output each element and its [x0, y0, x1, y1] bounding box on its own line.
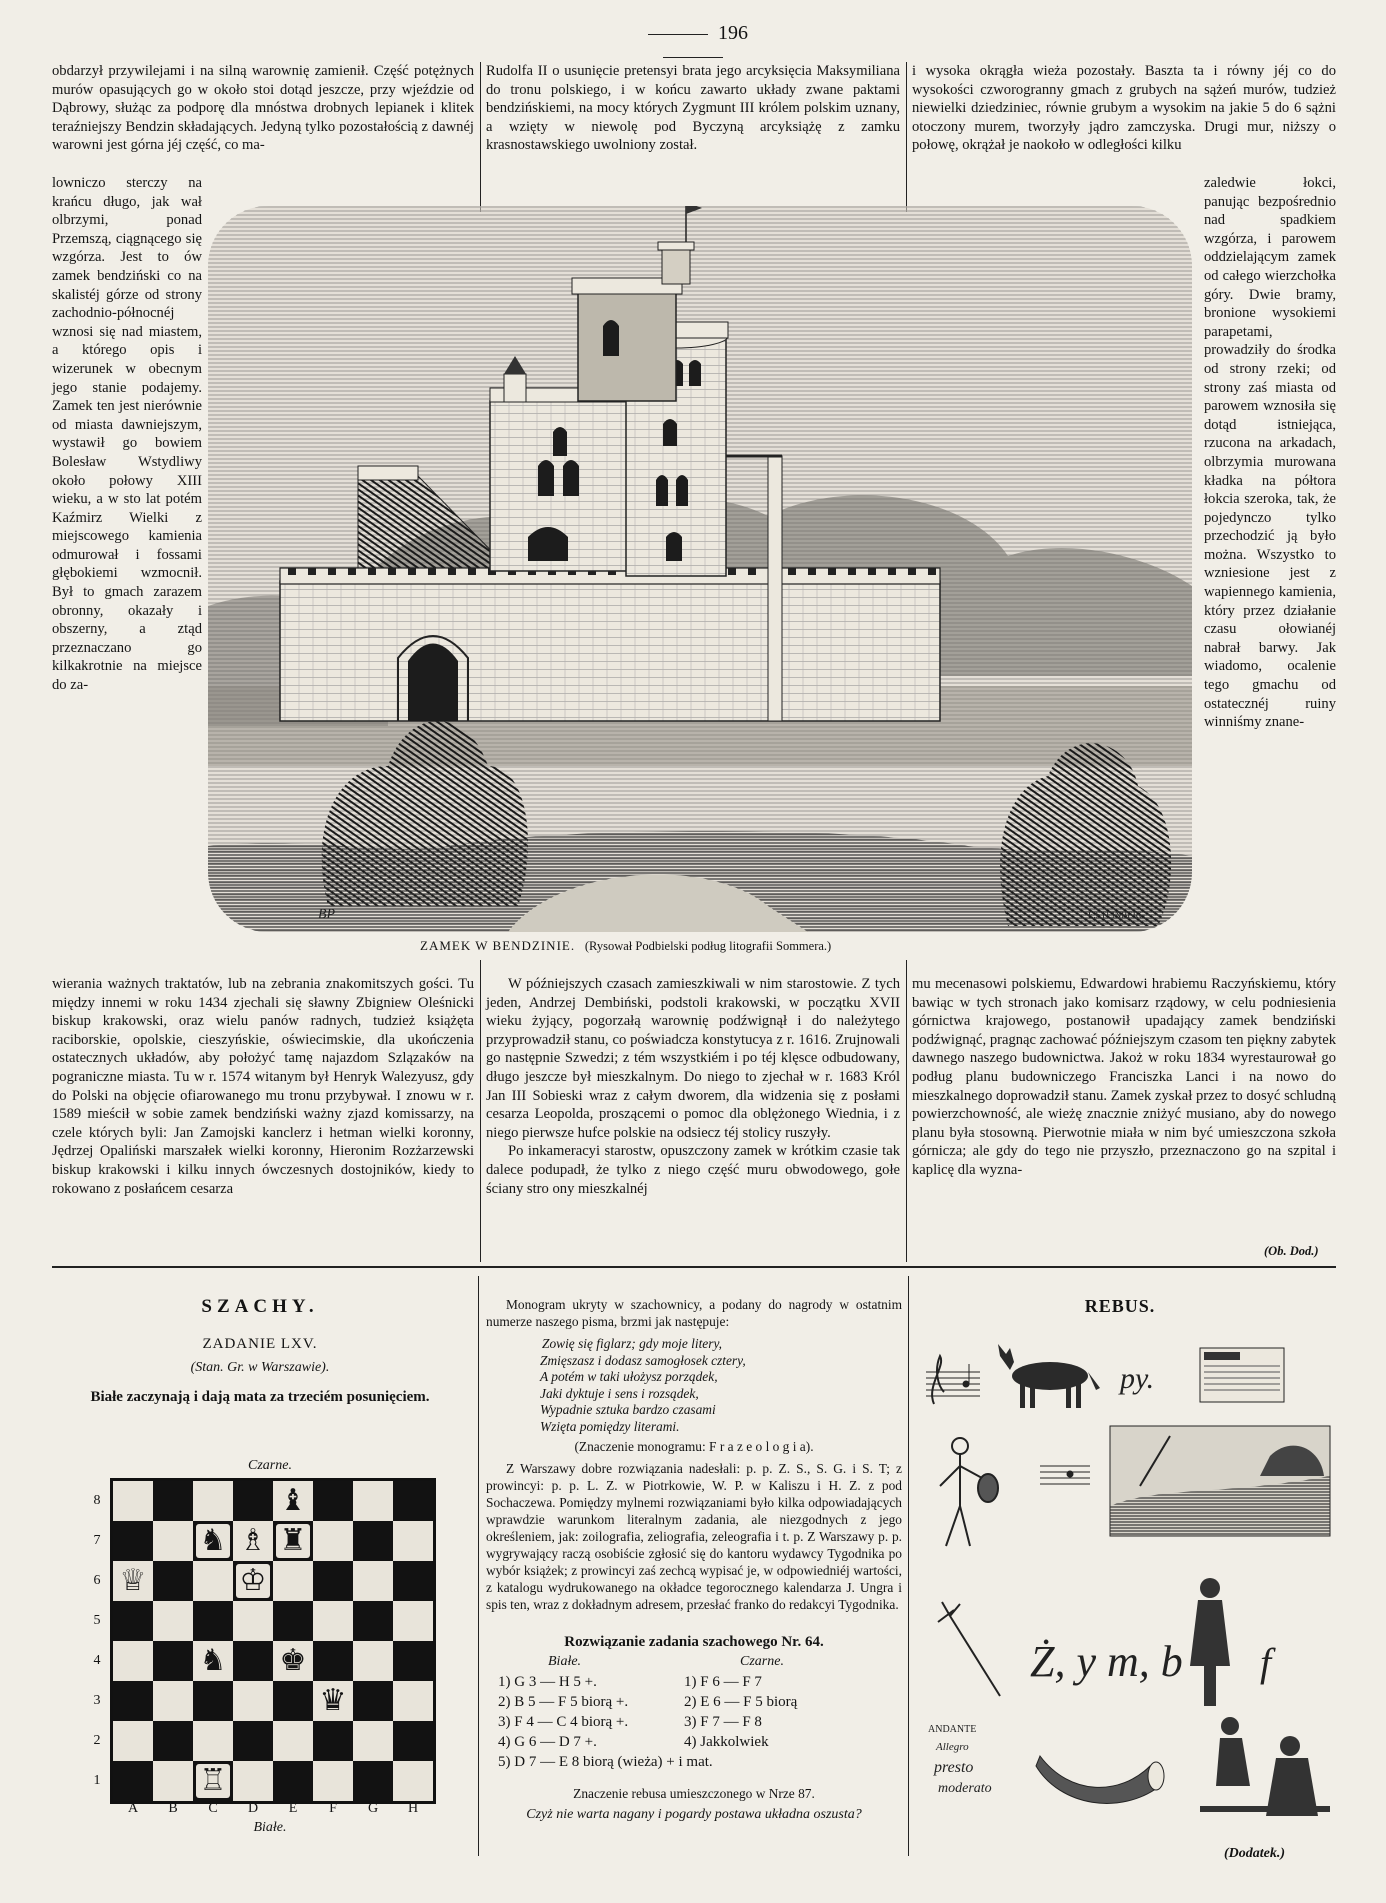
- black-move: 2) E 6 — F 5 biorą: [684, 1694, 798, 1710]
- chess-piece-icon: ♔: [236, 1564, 270, 1598]
- chess-piece-icon: ♚: [279, 1644, 307, 1677]
- square-f5: [313, 1601, 353, 1641]
- square-b6: [153, 1561, 193, 1601]
- rebus-drawing: [920, 1326, 1350, 1846]
- column-3-top: [912, 62, 1336, 155]
- square-g3: [353, 1681, 393, 1721]
- square-d5: [233, 1601, 273, 1641]
- column-3-narrow: [1204, 174, 1336, 732]
- newspaper-icon: [1200, 1348, 1284, 1402]
- square-h5: [393, 1601, 433, 1641]
- square-f7: [313, 1521, 353, 1561]
- square-f8: [313, 1481, 353, 1521]
- move-row: [498, 1692, 898, 1712]
- solvers-paragraph: [486, 1460, 902, 1613]
- paragraph: mu mecenasowi polskiemu, Edwardowi hrabiemu Raczyńskiemu, który bawiąc w tych stronach jako komisarz rządowy, w celu podniesienia górnictwa krajowego, postanowił upadający zamek bendziński podźwignąć, pragnąc zachować późniejszym czasom ten piękny zabytek dawnego naszego budownictwa. Jakoż w roku 1834 wyrestaurował go podług planu budowniczego Franciszka Lanci i na nowo do mieszkalnego doprowadził stanu. Zamek zyskał przez to dosyć schludną powierzchowność, ale wieżę znacznie zniżyć musiano, aby do nowego planu była stosowną. Pierwotnie miała w nim być umieszczona szkoła górnicza; ale gdy do tego nie przyszło, przeznaczono go na szpital i kaplicę dla wyzna-: [912, 976, 1336, 1178]
- column-1-narrow: [52, 174, 202, 695]
- square-a6: [113, 1561, 153, 1601]
- rank-label: 1: [93, 1773, 101, 1788]
- square-c2: [193, 1721, 233, 1761]
- square-e1: [273, 1761, 313, 1801]
- square-b8: [153, 1481, 193, 1521]
- square-h2: [393, 1721, 433, 1761]
- square-g7: [353, 1521, 393, 1561]
- square-b7: [153, 1521, 193, 1561]
- rebus-picture: [920, 1326, 1350, 1846]
- rule-right: [663, 57, 723, 58]
- rebus-title: REBUS.: [1084, 1296, 1156, 1316]
- chess-piece-icon: ♞: [196, 1524, 230, 1558]
- rank-label: 2: [93, 1733, 101, 1748]
- poem-line: Wypadnie sztuka bardzo czasami: [540, 1402, 716, 1418]
- square-g5: [353, 1601, 393, 1641]
- move-row: [498, 1712, 898, 1732]
- square-b1: [153, 1761, 193, 1801]
- square-h8: [393, 1481, 433, 1521]
- black-move: 3) F 7 — F 8: [684, 1714, 762, 1730]
- square-b5: [153, 1601, 193, 1641]
- signature-left: BP: [318, 907, 336, 922]
- castle-engraving: [208, 206, 1192, 932]
- chess-problem-number: ZADANIE LXV.: [202, 1336, 318, 1352]
- square-b3: [153, 1681, 193, 1721]
- square-d4: [233, 1641, 273, 1681]
- square-f1: [313, 1761, 353, 1801]
- square-e8: [273, 1481, 313, 1521]
- square-d1: [233, 1761, 273, 1801]
- square-g1: [353, 1761, 393, 1801]
- rule-left: [648, 34, 708, 35]
- square-b4: [153, 1641, 193, 1681]
- file-label: C: [208, 1801, 218, 1816]
- file-label: D: [247, 1801, 259, 1816]
- square-e5: [273, 1601, 313, 1641]
- meaning-text: (Znaczenie monogramu: F r a z e o l o g i a).: [574, 1439, 814, 1454]
- square-e6: [273, 1561, 313, 1601]
- square-h6: [393, 1561, 433, 1601]
- horn-icon: [1036, 1756, 1164, 1803]
- rebus-text-moderato: moderato: [938, 1781, 992, 1796]
- chess-source: (Stan. Gr. w Warszawie).: [190, 1360, 330, 1375]
- col-divider-2: [906, 62, 907, 212]
- music-staff-icon: [926, 1356, 980, 1404]
- square-g8: [353, 1481, 393, 1521]
- square-c1: [193, 1761, 233, 1801]
- square-f3: [313, 1681, 353, 1721]
- move-row: [498, 1672, 898, 1692]
- continuation-note: (Ob. Dod.): [1264, 1244, 1319, 1258]
- square-c8: [193, 1481, 233, 1521]
- square-a1: [113, 1761, 153, 1801]
- white-move: 1) G 3 — H 5 +.: [498, 1674, 597, 1690]
- square-h4: [393, 1641, 433, 1681]
- landscape-scene-icon: [1110, 1426, 1330, 1536]
- white-move: 4) G 6 — D 7 +.: [498, 1734, 597, 1750]
- file-label: B: [168, 1801, 178, 1816]
- square-h1: [393, 1761, 433, 1801]
- monogram-intro: [486, 1296, 902, 1330]
- white-move: 2) B 5 — F 5 biorą +.: [498, 1694, 629, 1710]
- rank-label: 3: [93, 1693, 101, 1708]
- chess-piece-icon: ♜: [276, 1524, 310, 1558]
- black-label: Czarne.: [248, 1458, 292, 1473]
- paragraph: zaledwie łokci, panując bezpośrednio nad spadkiem wzgórza, i parowem oddzielającym zamek od całego wierzchołka góry. Dwie bramy, bronione wysokiemi parapetami, prowadziły do środka od strony rzeki; od strony zaś miasta od parowem wznosiła się dotąd istniejąca, rzucona na arkadach, olbrzymia murowana kładka na półtora łokcia szeroka, tak, że pojedynczo tylko przechodzić ją było można. Wszystko to wzniesione jest z wapiennego kamienia, który przez działanie czasu ołowianéj nabrał barwy. Jak wiadomo, ocalenie tego gmachu od ostatecznéj ruiny winniśmy znane-: [1204, 175, 1336, 731]
- rebus-text-allegro: Allegro: [936, 1741, 969, 1753]
- poem-line: A potém w taki ułożysz porządek,: [540, 1369, 718, 1385]
- col-divider-2b: [906, 960, 907, 1262]
- rebus-text-zymb: Ż, y m, b: [1030, 1637, 1183, 1686]
- square-h7: [393, 1521, 433, 1561]
- rebus-note: Znaczenie rebusa umieszczonego w Nrze 87.: [573, 1786, 815, 1801]
- column-3-bottom: [912, 975, 1336, 1180]
- paragraph: Rudolfa II o usunięcie pretensyi brata jego arcyksięcia Maksymiliana do tronu polskiego, i w końcu zawarto układy zwane paktami bendzińskiemi, na mocy których Zygmunt III królem polskim uznany, a wzięty w niewolę pod Byczyną arcyksiążę z zamku krasnostawskiego uwolniony został.: [486, 63, 900, 154]
- rebus-text-presto: presto: [934, 1759, 974, 1776]
- square-d3: [233, 1681, 273, 1721]
- rank-label: 6: [93, 1573, 101, 1588]
- square-b2: [153, 1721, 193, 1761]
- square-e3: [273, 1681, 313, 1721]
- square-e4: [273, 1641, 313, 1681]
- col-divider-1: [480, 62, 481, 212]
- square-a5: [113, 1601, 153, 1641]
- standing-man-icon: [1190, 1578, 1230, 1706]
- square-a3: [113, 1681, 153, 1721]
- rank-label: 5: [93, 1613, 101, 1628]
- move-row: [498, 1752, 898, 1772]
- column-1-top: [52, 62, 474, 155]
- chess-piece-icon: ♛: [319, 1684, 347, 1717]
- trident-icon: [938, 1602, 1000, 1696]
- square-f6: [313, 1561, 353, 1601]
- square-g6: [353, 1561, 393, 1601]
- chess-board: [110, 1478, 436, 1804]
- chess-description: Białe zaczynają i dają mata za trzeciém posunięciem.: [90, 1389, 430, 1405]
- square-d8: [233, 1481, 273, 1521]
- castle-illustration: [208, 206, 1192, 932]
- black-move: 4) Jakkolwiek: [684, 1734, 769, 1750]
- square-a8: [113, 1481, 153, 1521]
- paragraph: Po inkameracyi starostw, opuszczony zamek w krótkim czasie tak dalece podupadł, że tylko z niego część muru obwodowego, gołe ściany stro ony mieszkalnéj: [486, 1143, 900, 1197]
- musician-figure-icon: [940, 1438, 998, 1546]
- square-g2: [353, 1721, 393, 1761]
- solution-moves: [498, 1672, 898, 1772]
- rank-label: 4: [93, 1653, 101, 1668]
- paragraph: Monogram ukryty w szachownicy, a podany do nagrody w ostatnim numerze naszego pisma, brzmi jak następuje:: [486, 1297, 902, 1329]
- rebus-text-py: py.: [1120, 1362, 1155, 1395]
- rebus-answer: Czyż nie warta nagany i pogardy postawa układna oszusta?: [526, 1807, 862, 1822]
- rank-label: 8: [93, 1493, 101, 1508]
- file-label: G: [367, 1801, 379, 1816]
- file-label: E: [288, 1801, 298, 1816]
- file-label: F: [329, 1801, 337, 1816]
- square-c6: [193, 1561, 233, 1601]
- white-move: 3) F 4 — C 4 biorą +.: [498, 1714, 629, 1730]
- paragraph: i wysoka okrągła wieża pozostały. Baszta ta i równy jéj co do wysokości czworogranny gmach z grubych na sążeń murów, tudzież niewielki dziedziniec, równie grubym a wysokim na jakie 5 do 6 sążni otoczony murem, tworzyły jądro zamczyska. Drugi mur, niższy o połowę, okrążał je naokoło w odległości kilku: [912, 63, 1336, 154]
- chess-title: SZACHY.: [201, 1296, 319, 1317]
- white-label: Białe.: [253, 1820, 287, 1835]
- square-c7: [193, 1521, 233, 1561]
- dodatek-label: (Dodatek.): [1224, 1846, 1286, 1861]
- signature-right: E.STEINBERG: [1088, 910, 1146, 920]
- file-label: A: [127, 1801, 139, 1816]
- white-head: Białe.: [548, 1654, 582, 1669]
- seated-figures-icon: [1200, 1717, 1330, 1816]
- square-f4: [313, 1641, 353, 1681]
- move-row: [498, 1732, 898, 1752]
- chess-piece-icon: ♝: [279, 1484, 307, 1517]
- chess-piece-icon: ♞: [199, 1644, 227, 1677]
- chess-piece-icon: ♕: [119, 1564, 147, 1597]
- file-label: H: [407, 1801, 419, 1816]
- illustration-caption: [420, 938, 980, 954]
- page-number-text: 196: [718, 22, 748, 44]
- square-g4: [353, 1641, 393, 1681]
- column-2-top: [486, 62, 900, 155]
- column-1-bottom: [52, 975, 474, 1198]
- square-d2: [233, 1721, 273, 1761]
- square-h3: [393, 1681, 433, 1721]
- monogram-meaning: [486, 1438, 902, 1455]
- bottom-divider-2: [908, 1276, 909, 1856]
- square-c4: [193, 1641, 233, 1681]
- small-staff-icon: [1040, 1466, 1090, 1484]
- chess-piece-icon: ♗: [239, 1524, 267, 1557]
- solution-title: Rozwiązanie zadania szachowego Nr. 64.: [564, 1634, 824, 1650]
- square-d7: [233, 1521, 273, 1561]
- monogram-poem: [540, 1336, 860, 1436]
- poem-line: Jaki dyktuje i sens i rozsądek,: [540, 1385, 699, 1401]
- poem-line: Wzięta pomiędzy literami.: [540, 1418, 680, 1434]
- square-d6: [233, 1561, 273, 1601]
- bottom-divider-1: [478, 1276, 479, 1856]
- square-a4: [113, 1641, 153, 1681]
- square-a2: [113, 1721, 153, 1761]
- rebus-text-andante: ANDANTE: [928, 1724, 977, 1735]
- square-f2: [313, 1721, 353, 1761]
- column-2-bottom: [486, 975, 900, 1198]
- poem-line: Zowię się figlarz; gdy moje litery,: [542, 1336, 723, 1351]
- caption-credit: (Rysował Podbielski podług litografii Sommera.): [584, 939, 832, 953]
- paragraph: obdarzył przywilejami i na silną warownię zamienił. Część potężnych murów opasujących go w około stoi dotąd jeszcze, przy wjeździe od Dąbrowy, służąc za podporę dla mnóstwa drobnych lepianek i klitek teraźniejszy Bendzin składających. Jedyną tylko pozostałością z dawnéj warowni jest górna jéj część, co ma-: [52, 63, 474, 154]
- white-move: 5) D 7 — E 8 biorą (wieża) + i mat.: [498, 1754, 713, 1770]
- paragraph: lowniczo sterczy na krańcu długo, jak wał olbrzymi, ponad Przemszą, ciągnącego się wzgórza. Jest to ów zamek bendziński co na skalistéj górze od strony zachodnio-północnéj wznosi się nad miastem, a którego opis i wizerunek w obecnym jego stanie podajemy. Zamek ten jest nierównie od miasta dawniejszym, wystawił go bowiem Bolesław Wstydliwy około połowy XIII wieku, a w sto lat potém Kaźmirz Wielki z miejscowego kamienia odmurował i fossami głębokiemi wzmocnił. Był to gmach zarazem obronny, okazały i obszerny, a ztąd przeznaczano go kilkakrotnie na miejsce do za-: [52, 175, 202, 694]
- rebus-text-f: f: [1260, 1640, 1272, 1685]
- caption-title: ZAMEK W BENDZINIE.: [420, 938, 576, 953]
- square-c5: [193, 1601, 233, 1641]
- paragraph: wierania ważnych traktatów, lub na zebrania znakomitszych gości. Tu między innemi w roku 1434 zjechali się sławny Zbigniew Oleśnicki biskup krakowski, oraz wielu panów radnych, tudzież książęta raciborskie, opolskie, cieszyńskie, oświecimskie, dla ukończenia ostatecznych układów, aby położyć tamę najazdom Szlązaków na pograniczne miasta. Tu w r. 1574 witanym był Henryk Walezyusz, gdy do Polski na objęcie ofiarowanego mu tronu przybywał. I znowu w r. 1589 mieścił w sobie zamek bendziński ważny zjazd komissarzy, na czele których byli: Jan Zamojski kanclerz i hetman wielki koronny, Jędrzej Opaliński marszałek wielki koronny, Hieronim Rozżarzewski biskup krakowski i kilku innych ówczesnych dostojników, kiedy to rokowano z posłańcem cesarza: [52, 976, 474, 1197]
- black-head: Czarne.: [740, 1654, 784, 1669]
- section-divider: [52, 1266, 1336, 1268]
- rank-label: 7: [93, 1533, 101, 1548]
- donkey-icon: [998, 1344, 1100, 1408]
- square-c3: [193, 1681, 233, 1721]
- chess-piece-icon: ♖: [196, 1764, 230, 1798]
- square-a7: [113, 1521, 153, 1561]
- black-move: 1) F 6 — F 7: [684, 1674, 762, 1690]
- paragraph: W późniejszych czasach zamieszkiwali w nim starostowie. Z tych jeden, Andrzej Dembiński, podstoli krakowski, w początku XVII wieku żyjący, pogorzałą warownię podźwignął i do należytego przyprowadził stanu, co poświadcza konstytucya z r. 1616. Zrujnowali go następnie Szwedzi; z tém wszystkiém i po téj klęsce odbudowany, długo jeszcze był mieszkalnym. Do niego to zjechał w r. 1683 Król Jan III Sobieski wraz z całym dworem, dla widzenia się z posłami cesarza Leopolda, proszącemi o pomoc dla oblężonego Wiednia, i z niego pierwsze hufce polskie na odsiecz téj stolicy ruszyły.: [486, 976, 900, 1141]
- col-divider-1b: [480, 960, 481, 1262]
- paragraph: Z Warszawy dobre rozwiązania nadesłali: p. p. Z. S., S. G. i S. T; z prowincyi: p. p. L. Z. w Piotrkowie, W. P. w Kaliszu i H. Z. z pod Sochaczewa. Pomiędzy mylnemi rozwiązaniami było kilka odpowiadających wprawdzie warunkom literalnym zadania, ale niezgodnych z jego określeniem, jak: zoilografia, zeliografia, zeleografia i t. p. Z Warszawy p. p. wygrywający raczą osobiście zgłosić się do kantoru wydawcy Tygodnika po wybór książek; z prowincyi zaś zechcą wypisać je, w odpowiedniéj wartości, z katalogu wydrukowanego na okładce tegorocznego kalendarza J. Ungra i spis ten, wraz z dokładnym adresem, przesłać franko do redakcyi Tygodnika.: [486, 1461, 902, 1612]
- poem-line: Zmięszasz i dodasz samogłosek cztery,: [540, 1352, 746, 1368]
- square-e2: [273, 1721, 313, 1761]
- square-e7: [273, 1521, 313, 1561]
